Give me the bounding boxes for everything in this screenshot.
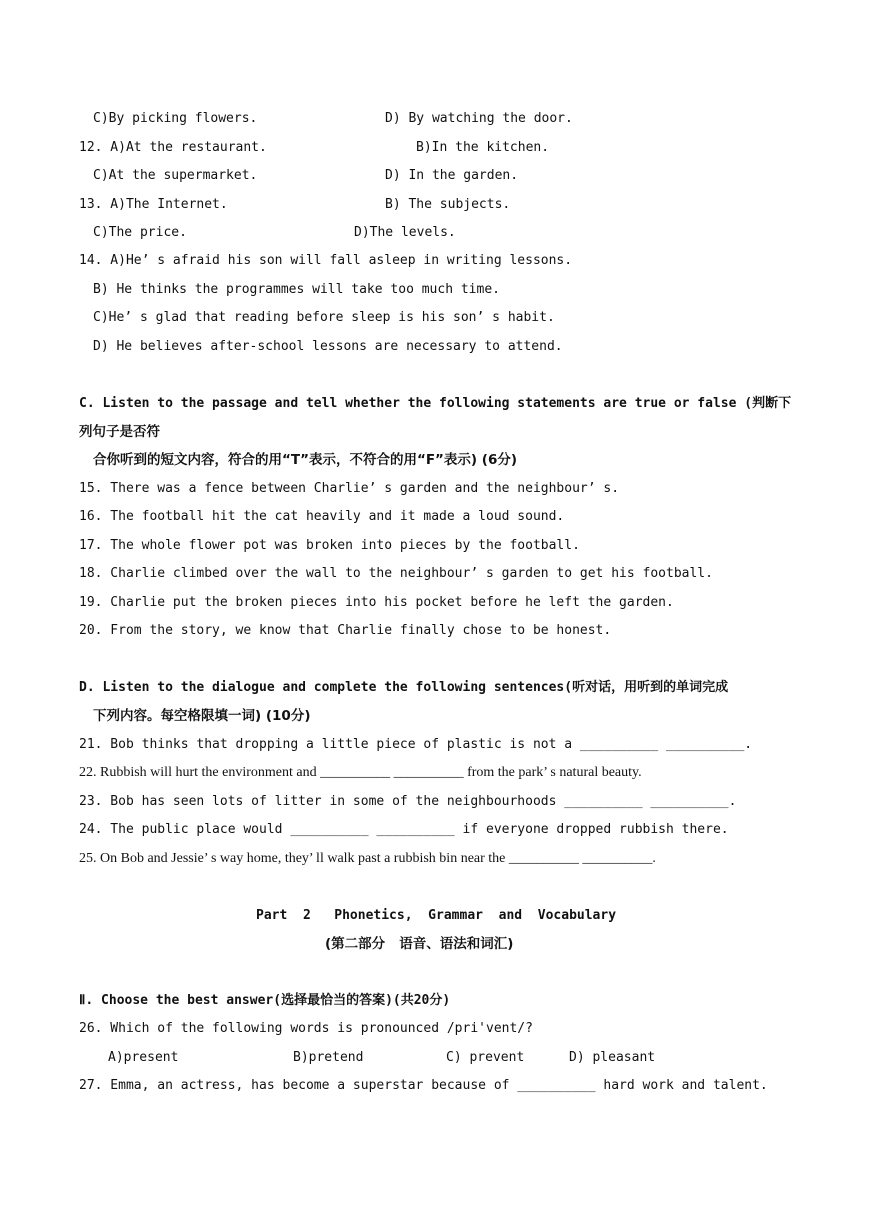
part2-subtitle: (第二部分 语音、语法和词汇) [325, 936, 514, 952]
statement-15: 15. There was a fence between Charlie’ s garden and the neighbour’ s. [79, 481, 620, 496]
q11-option-d: D) By watching the door. [385, 111, 573, 126]
q26-option-b: B)pretend [293, 1050, 364, 1065]
section-c-title-3: 合你听到的短文内容，符合的用“T”表示，不符合的用“F”表示) (6分) [93, 452, 518, 468]
q13-option-b: B) The subjects. [385, 197, 511, 212]
sentence-21: 21. Bob thinks that dropping a little piece of plastic is not a __________ __________. [79, 737, 753, 752]
q14-option-a: 14. A)He’ s afraid his son will fall asleep in writing lessons. [79, 253, 573, 268]
q13-option-c: C)The price. [93, 225, 187, 240]
sentence-23: 23. Bob has seen lots of litter in some of the neighbourhoods __________ __________. [79, 794, 737, 809]
sentence-22: 22. Rubbish will hurt the environment and __________ __________ from the park’ s natural beauty. [79, 765, 642, 780]
section-c-title-2: 列句子是否符 [79, 424, 160, 440]
q12-option-a: 12. A)At the restaurant. [79, 140, 267, 155]
q14-option-c: C)He’ s glad that reading before sleep is his son’ s habit. [93, 310, 555, 325]
section-d-title: D. Listen to the dialogue and complete the following sentences(听对话，用听到的单词完成 [79, 680, 729, 695]
statement-18: 18. Charlie climbed over the wall to the neighbour’ s garden to get his football. [79, 566, 713, 581]
q26-option-d: D) pleasant [569, 1050, 656, 1065]
q14-option-b: B) He thinks the programmes will take too much time. [93, 282, 500, 297]
section-d-title-2: 下列内容。每空格限填一词) (10分) [93, 708, 311, 724]
q12-option-d: D) In the garden. [385, 168, 519, 183]
statement-19: 19. Charlie put the broken pieces into his pocket before he left the garden. [79, 595, 674, 610]
q13-option-a: 13. A)The Internet. [79, 197, 228, 212]
question-26: 26. Which of the following words is pronounced /pri'vent/? [79, 1021, 533, 1036]
q12-option-b: B)In the kitchen. [416, 140, 550, 155]
statement-17: 17. The whole flower pot was broken into pieces by the football. [79, 538, 580, 553]
statement-16: 16. The football hit the cat heavily and it made a loud sound. [79, 509, 565, 524]
statement-20: 20. From the story, we know that Charlie finally chose to be honest. [79, 623, 612, 638]
q12-option-c: C)At the supermarket. [93, 168, 258, 183]
q13-option-d: D)The levels. [354, 225, 456, 240]
q14-option-d: D) He believes after-school lessons are necessary to attend. [93, 339, 563, 354]
part2-title: Part 2 Phonetics, Grammar and Vocabulary [256, 908, 617, 923]
q11-option-c: C)By picking flowers. [93, 111, 258, 126]
section-ii-title: Ⅱ. Choose the best answer(选择最恰当的答案)(共20分) [79, 993, 451, 1008]
sentence-24: 24. The public place would __________ __________ if everyone dropped rubbish there. [79, 822, 729, 837]
q26-option-a: A)present [108, 1050, 179, 1065]
q26-option-c: C) prevent [446, 1050, 525, 1065]
question-27: 27. Emma, an actress, has become a superstar because of __________ hard work and talent. [79, 1078, 768, 1093]
section-c-title: C. Listen to the passage and tell whether the following statements are true or false (判断下 [79, 396, 792, 411]
sentence-25: 25. On Bob and Jessie’ s way home, they’ ll walk past a rubbish bin near the __________ __________. [79, 851, 656, 866]
